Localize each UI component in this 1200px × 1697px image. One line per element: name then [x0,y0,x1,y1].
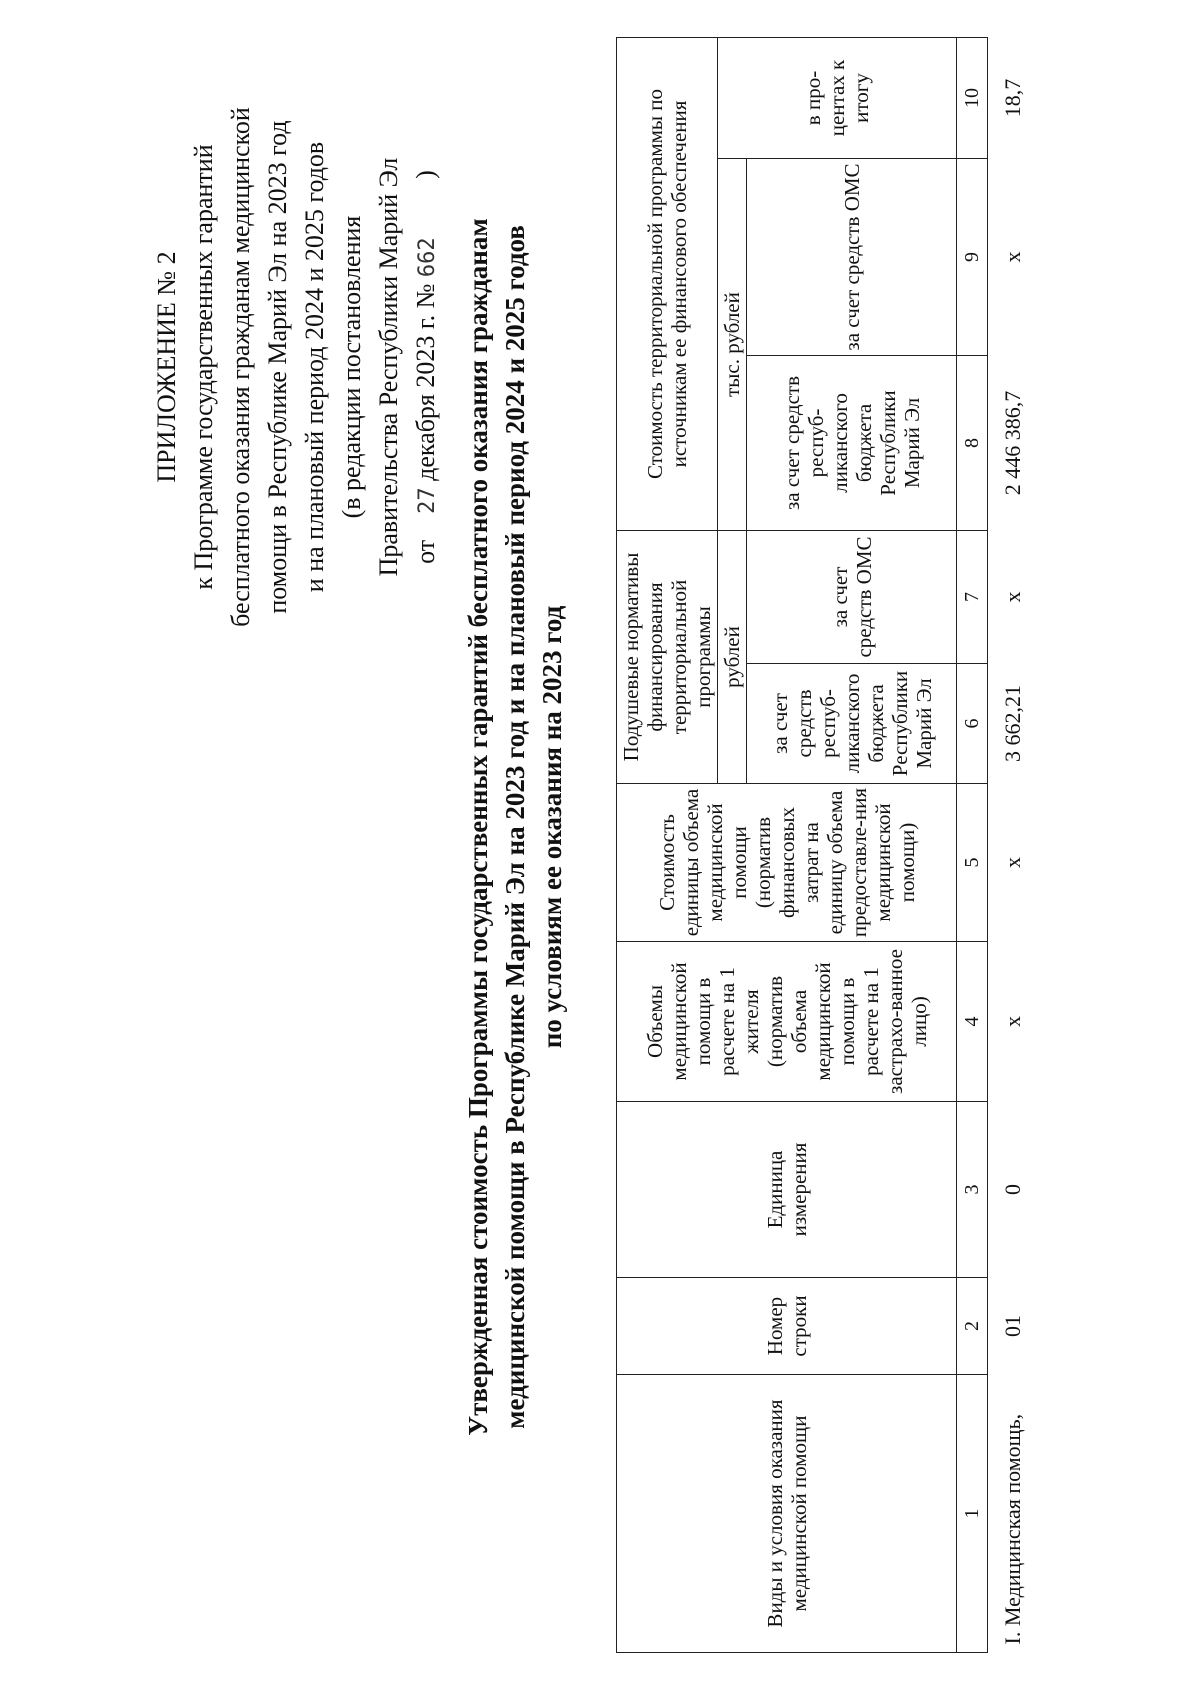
cell-pc-oms: х [988,531,1039,664]
header-cost-budget: за счет средств респуб-ликанского бюджета Республики Марий Эл [747,356,957,531]
header-row [617,37,718,1652]
cell-pc-budget: 3 662,21 [988,664,1039,784]
appendix-line: и на плановый период 2024 и 2025 годов [300,141,329,593]
title-line: по условиям ее оказания на 2023 год [537,605,567,1049]
closing-paren: ) [411,170,440,179]
cell-volume: х [988,942,1039,1102]
column-number: 3 [957,1102,988,1278]
header-row-number: Номер строки [617,1278,957,1375]
header-cost-oms: за счет средств ОМС [747,159,957,356]
appendix-line: к Программе государственных гарантий [189,144,218,590]
header-per-capita-group: Подушевые нормативы финансирования территориальной программы [617,531,718,784]
title-line: Утвержденная стоимость Программы государственных гарантий бесплатного оказания гражданам [463,218,493,1436]
cell-name: I. Медицинская помощь, [988,1375,1039,1653]
date-day: 27 [415,487,440,514]
column-number: 4 [957,942,988,1102]
header-unit-cost: Стоимость единицы объема медицинской помощи (норматив финансовых затрат на единицу объема предоставле-ния медицинской помощи) [617,784,957,942]
appendix-header [148,57,446,677]
column-number: 5 [957,784,988,942]
cell-cost-oms: х [988,159,1039,356]
cell-row-number: 01 [988,1278,1039,1375]
column-number: 6 [957,664,988,784]
column-number: 8 [957,356,988,531]
header-per-capita-unit: рублей [718,531,747,784]
header-kinds: Виды и условия оказания медицинской помощи [617,1375,957,1653]
header-pc-budget: за счет средств респуб-ликанского бюджета Республики Марий Эл [747,664,957,784]
document-title [460,77,571,1577]
header-cost-group: Стоимость территориальной программы по источникам ее финансового обеспечения [617,37,718,530]
header-percent: в про-центах к итогу [718,37,957,158]
column-numbers-row [957,37,988,1652]
appendix-line: (в редакции постановления [337,215,366,519]
header-cost-unit: тыс. рублей [718,159,747,531]
cell-unit: 0 [988,1102,1039,1278]
appendix-line: помощи в Республике Марий Эл на 2023 год [263,120,292,614]
column-number: 10 [957,37,988,158]
cell-cost-budget: 2 446 386,7 [988,356,1039,531]
cell-unit-cost: х [988,784,1039,942]
header-pc-oms: за счет средств ОМС [747,531,957,664]
header-unit: Единица измерения [617,1102,957,1278]
column-number: 2 [957,1278,988,1375]
doc-number: 662 [415,237,440,278]
appendix-date-line [407,57,446,677]
date-prefix: от [411,539,440,564]
column-number: 9 [957,159,988,356]
appendix-line: бесплатного оказания гражданам медицинской [226,107,255,627]
cost-table [616,37,1038,1653]
title-line: медицинской помощи в Республике Марий Эл на 2023 год и на плановый период 2024 и 2025 годов [500,225,530,1429]
date-rest: декабря 2023 г. № [411,283,440,481]
header-volume: Объемы медицинской помощи в расчете на 1 жителя (норматив объема медицинской помощи в расчете на 1 застрахо-ванное лицо) [617,942,957,1102]
column-number: 7 [957,531,988,664]
cell-percent: 18,7 [988,37,1039,158]
column-number: 1 [957,1375,988,1653]
table-row [988,37,1039,1652]
appendix-line: Правительства Республики Марий Эл [374,157,403,577]
appendix-title: ПРИЛОЖЕНИЕ № 2 [152,251,181,483]
